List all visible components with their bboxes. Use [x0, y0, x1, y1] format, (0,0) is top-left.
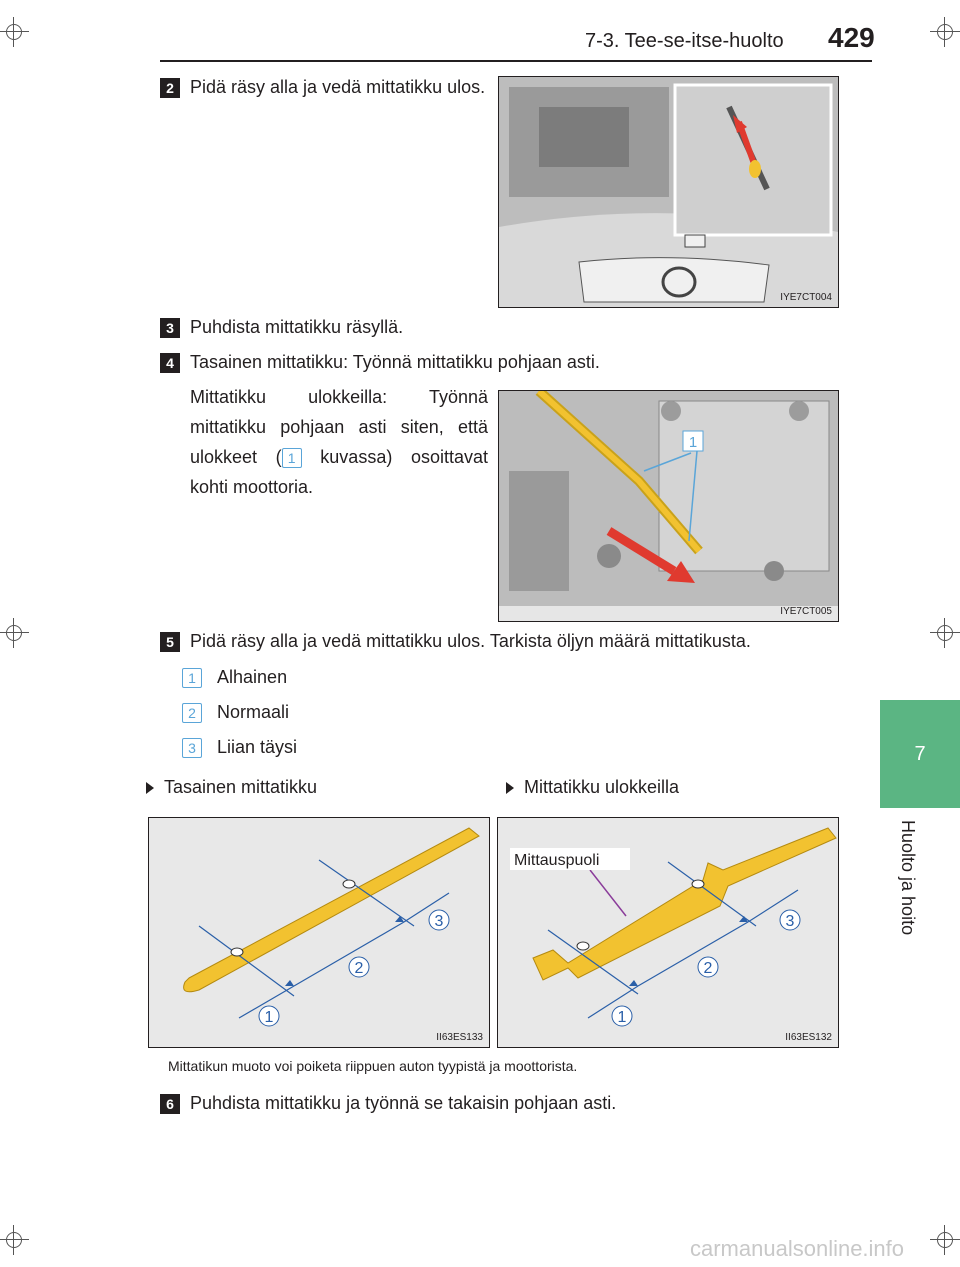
level-number: 3	[182, 738, 202, 758]
step-badge: 6	[160, 1094, 180, 1114]
step-text: Puhdista mittatikku ja työnnä se takaisin pohjaan asti.	[190, 1093, 617, 1113]
subheading-right	[506, 772, 679, 802]
level-item	[182, 732, 297, 762]
engine-photo-2	[498, 390, 839, 622]
flat-dipstick-diagram	[149, 818, 489, 1047]
stepped-dipstick-figure	[497, 817, 839, 1048]
figure-code: IYE7CT005	[780, 606, 832, 617]
crop-mark	[930, 618, 960, 648]
step-text: Puhdista mittatikku räsyllä.	[190, 317, 404, 337]
crop-mark	[930, 17, 960, 47]
figure-number: 2	[354, 960, 364, 977]
figure-number: 3	[785, 913, 795, 930]
figure-number: 1	[617, 1009, 627, 1026]
figure-code: II63ES132	[785, 1032, 832, 1043]
bullet-triangle-icon	[146, 782, 154, 794]
step-badge: 5	[160, 632, 180, 652]
level-number: 1	[182, 668, 202, 688]
step-text-part: Mittatikku ulokkeilla: Työnnä mittatikku pohjaan asti siten, että ulokkeet (	[190, 387, 488, 467]
crop-mark	[930, 1225, 960, 1255]
level-label: Alhainen	[217, 667, 288, 687]
step-text: Pidä räsy alla ja vedä mittatikku ulos. Tarkista öljyn määrä mittatikusta.	[190, 631, 751, 651]
measuring-side-label: Mittauspuoli	[514, 852, 600, 869]
crop-mark	[0, 1225, 29, 1255]
figure-callout: 1	[688, 434, 698, 451]
step-text-2	[190, 382, 488, 502]
level-item	[182, 697, 289, 727]
figure-number: 1	[264, 1009, 274, 1026]
figure-number: 2	[703, 960, 713, 977]
step-text-part: kuvassa) osoittavat kohti moottoria.	[190, 447, 488, 497]
chapter-label: Huolto ja hoito	[898, 820, 918, 936]
flat-dipstick-figure	[148, 817, 490, 1048]
crop-mark	[0, 618, 29, 648]
step-badge: 4	[160, 353, 180, 373]
level-number: 2	[182, 703, 202, 723]
figure-code: II63ES133	[436, 1032, 483, 1043]
level-label: Liian täysi	[217, 737, 298, 757]
step-badge: 3	[160, 318, 180, 338]
chapter-tab: 7	[880, 700, 960, 808]
bullet-triangle-icon	[506, 782, 514, 794]
step-text: Pidä räsy alla ja vedä mittatikku ulos.	[190, 77, 486, 97]
engine-photo-1	[498, 76, 839, 308]
stepped-dipstick-diagram	[498, 818, 838, 1047]
level-item	[182, 662, 287, 692]
step-badge: 2	[160, 78, 180, 98]
subheading-left	[146, 772, 317, 802]
callout-number: 1	[282, 448, 302, 468]
step-text: Tasainen mittatikku: Työnnä mittatikku pohjaan asti.	[190, 352, 600, 372]
crop-mark	[0, 17, 29, 47]
subheading-text: Mittatikku ulokkeilla	[524, 777, 680, 797]
figure-number: 3	[434, 913, 444, 930]
dipstick-engine-illustration	[499, 391, 838, 621]
level-label: Normaali	[217, 702, 290, 722]
page-number: 429	[828, 22, 875, 53]
header-rule	[160, 60, 872, 62]
figure-note: Mittatikun muoto voi poiketa riippuen auton tyypistä ja moottorista.	[168, 1058, 578, 1074]
section-title: 7-3. Tee-se-itse-huolto	[585, 30, 784, 52]
engine-illustration	[499, 77, 838, 307]
watermark: carmanualsonline.info	[690, 1236, 905, 1261]
subheading-text: Tasainen mittatikku	[164, 777, 318, 797]
figure-code: IYE7CT004	[780, 292, 832, 303]
